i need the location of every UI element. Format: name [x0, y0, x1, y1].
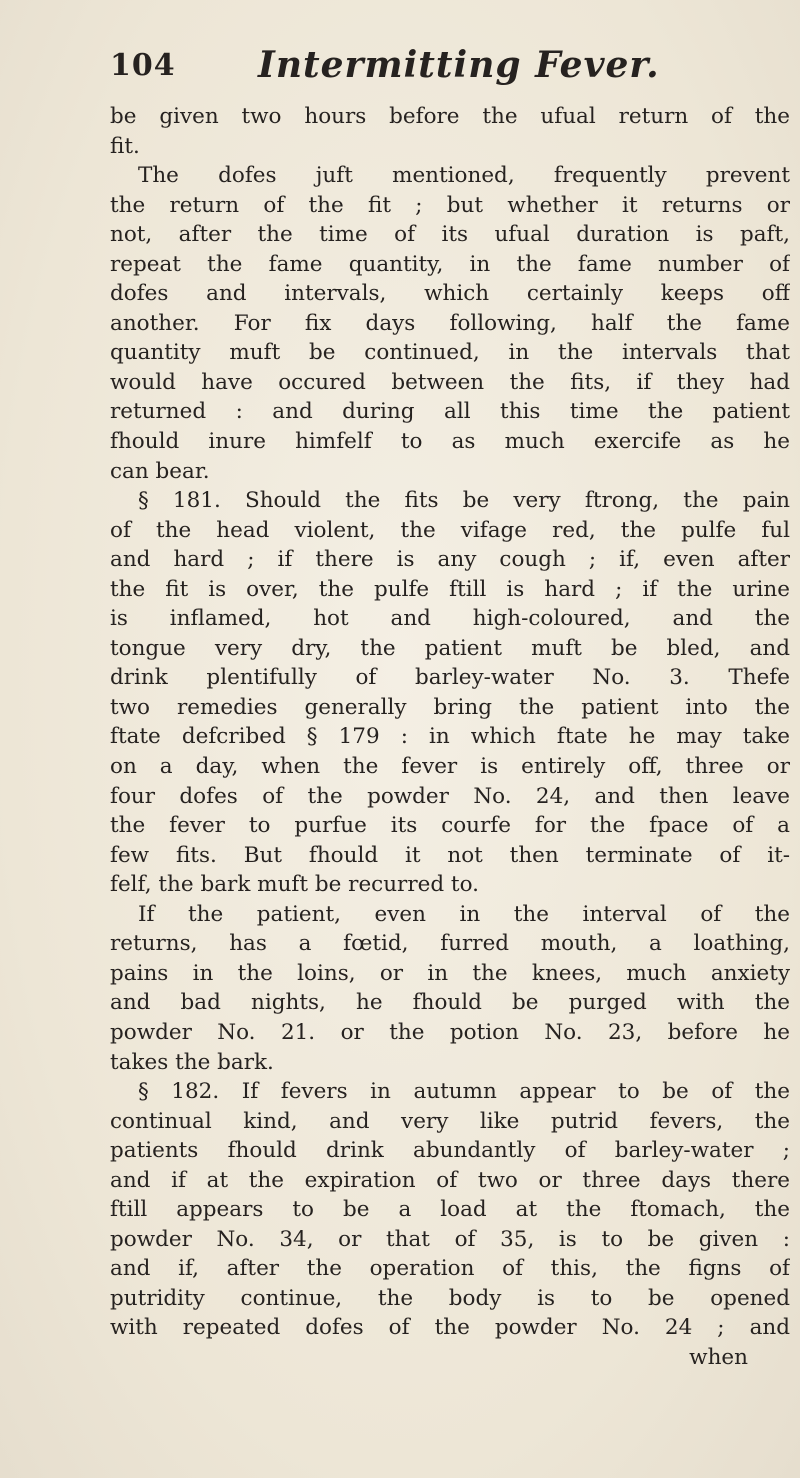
- text-line: powder No. 21. or the potion No. 23, before he: [110, 1019, 790, 1045]
- text-line: quantity muft be continued, in the intervals that: [110, 340, 790, 366]
- text-line: on a day, when the fever is entirely off, three or: [110, 754, 790, 780]
- text-line: the fit is over, the pulfe ftill is hard ; if the urine: [110, 576, 790, 602]
- text-line: few fits. But fhould it not then terminate of it-: [110, 842, 790, 868]
- text-line: powder No. 34, or that of 35, is to be given :: [110, 1226, 790, 1252]
- text-line: pains in the loins, or in the knees, much anxiety: [110, 960, 790, 986]
- text-line: and bad nights, he fhould be purged with the: [110, 990, 790, 1016]
- text-line: four dofes of the powder No. 24, and then leave: [110, 783, 790, 809]
- text-line: returns, has a fœtid, furred mouth, a loathing,: [110, 931, 790, 957]
- page-number: 104: [110, 48, 176, 83]
- text-line: drink plentifully of barley-water No. 3. Thefe: [110, 665, 790, 691]
- text-line: and if at the expiration of two or three days there: [110, 1167, 790, 1193]
- page-header: [110, 44, 770, 104]
- catchword: when: [689, 1344, 748, 1370]
- text-line: is inflamed, hot and high-coloured, and the: [110, 606, 790, 632]
- text-line: continual kind, and very like putrid fevers, the: [110, 1108, 790, 1134]
- paragraph-start-line: The dofes juft mentioned, frequently prevent: [138, 163, 790, 189]
- text-line: returned : and during all this time the patient: [110, 399, 790, 425]
- text-line: another. For fix days following, half the fame: [110, 310, 790, 336]
- text-line: not, after the time of its ufual duration is paft,: [110, 222, 790, 248]
- text-line: patients fhould drink abundantly of barley-water ;: [110, 1138, 790, 1164]
- text-line: and hard ; if there is any cough ; if, even after: [110, 547, 790, 573]
- text-line: with repeated dofes of the powder No. 24 ; and: [110, 1315, 790, 1341]
- body-text: [110, 102, 790, 1373]
- text-line: be given two hours before the ufual return of the: [110, 104, 790, 129]
- text-line: tongue very dry, the patient muft be bled, and: [110, 635, 790, 661]
- text-line: the return of the fit ; but whether it returns or: [110, 192, 790, 218]
- text-line: would have occured between the fits, if they had: [110, 369, 790, 395]
- text-line: repeat the fame quantity, in the fame number of: [110, 251, 790, 277]
- section-181-start-line: § 181. Should the fits be very ftrong, the pain: [138, 488, 790, 514]
- paragraph-start-line: If the patient, even in the interval of the: [138, 901, 790, 927]
- text-line: fhould inure himfelf to as much exercife as he: [110, 429, 790, 455]
- text-line: the fever to purfue its courfe for the fpace of a: [110, 813, 790, 839]
- text-line: and if, after the operation of this, the figns of: [110, 1256, 790, 1282]
- text-line: can bear.: [110, 458, 210, 484]
- text-line: of the head violent, the vifage red, the pulfe ful: [110, 517, 790, 543]
- text-line: takes the bark.: [110, 1049, 274, 1075]
- text-line: dofes and intervals, which certainly keeps off: [110, 281, 790, 307]
- text-line: fit.: [110, 133, 140, 159]
- text-line: putridity continue, the body is to be opened: [110, 1285, 790, 1311]
- text-line: ftill appears to be a load at the ftomach, the: [110, 1197, 790, 1223]
- text-line: ftate defcribed § 179 : in which ftate he may take: [110, 724, 790, 750]
- running-title: Intermitting Fever.: [258, 44, 660, 86]
- text-line: felf, the bark muft be recurred to.: [110, 872, 479, 898]
- text-line: two remedies generally bring the patient into the: [110, 694, 790, 720]
- section-182-start-line: § 182. If fevers in autumn appear to be of the: [138, 1079, 790, 1105]
